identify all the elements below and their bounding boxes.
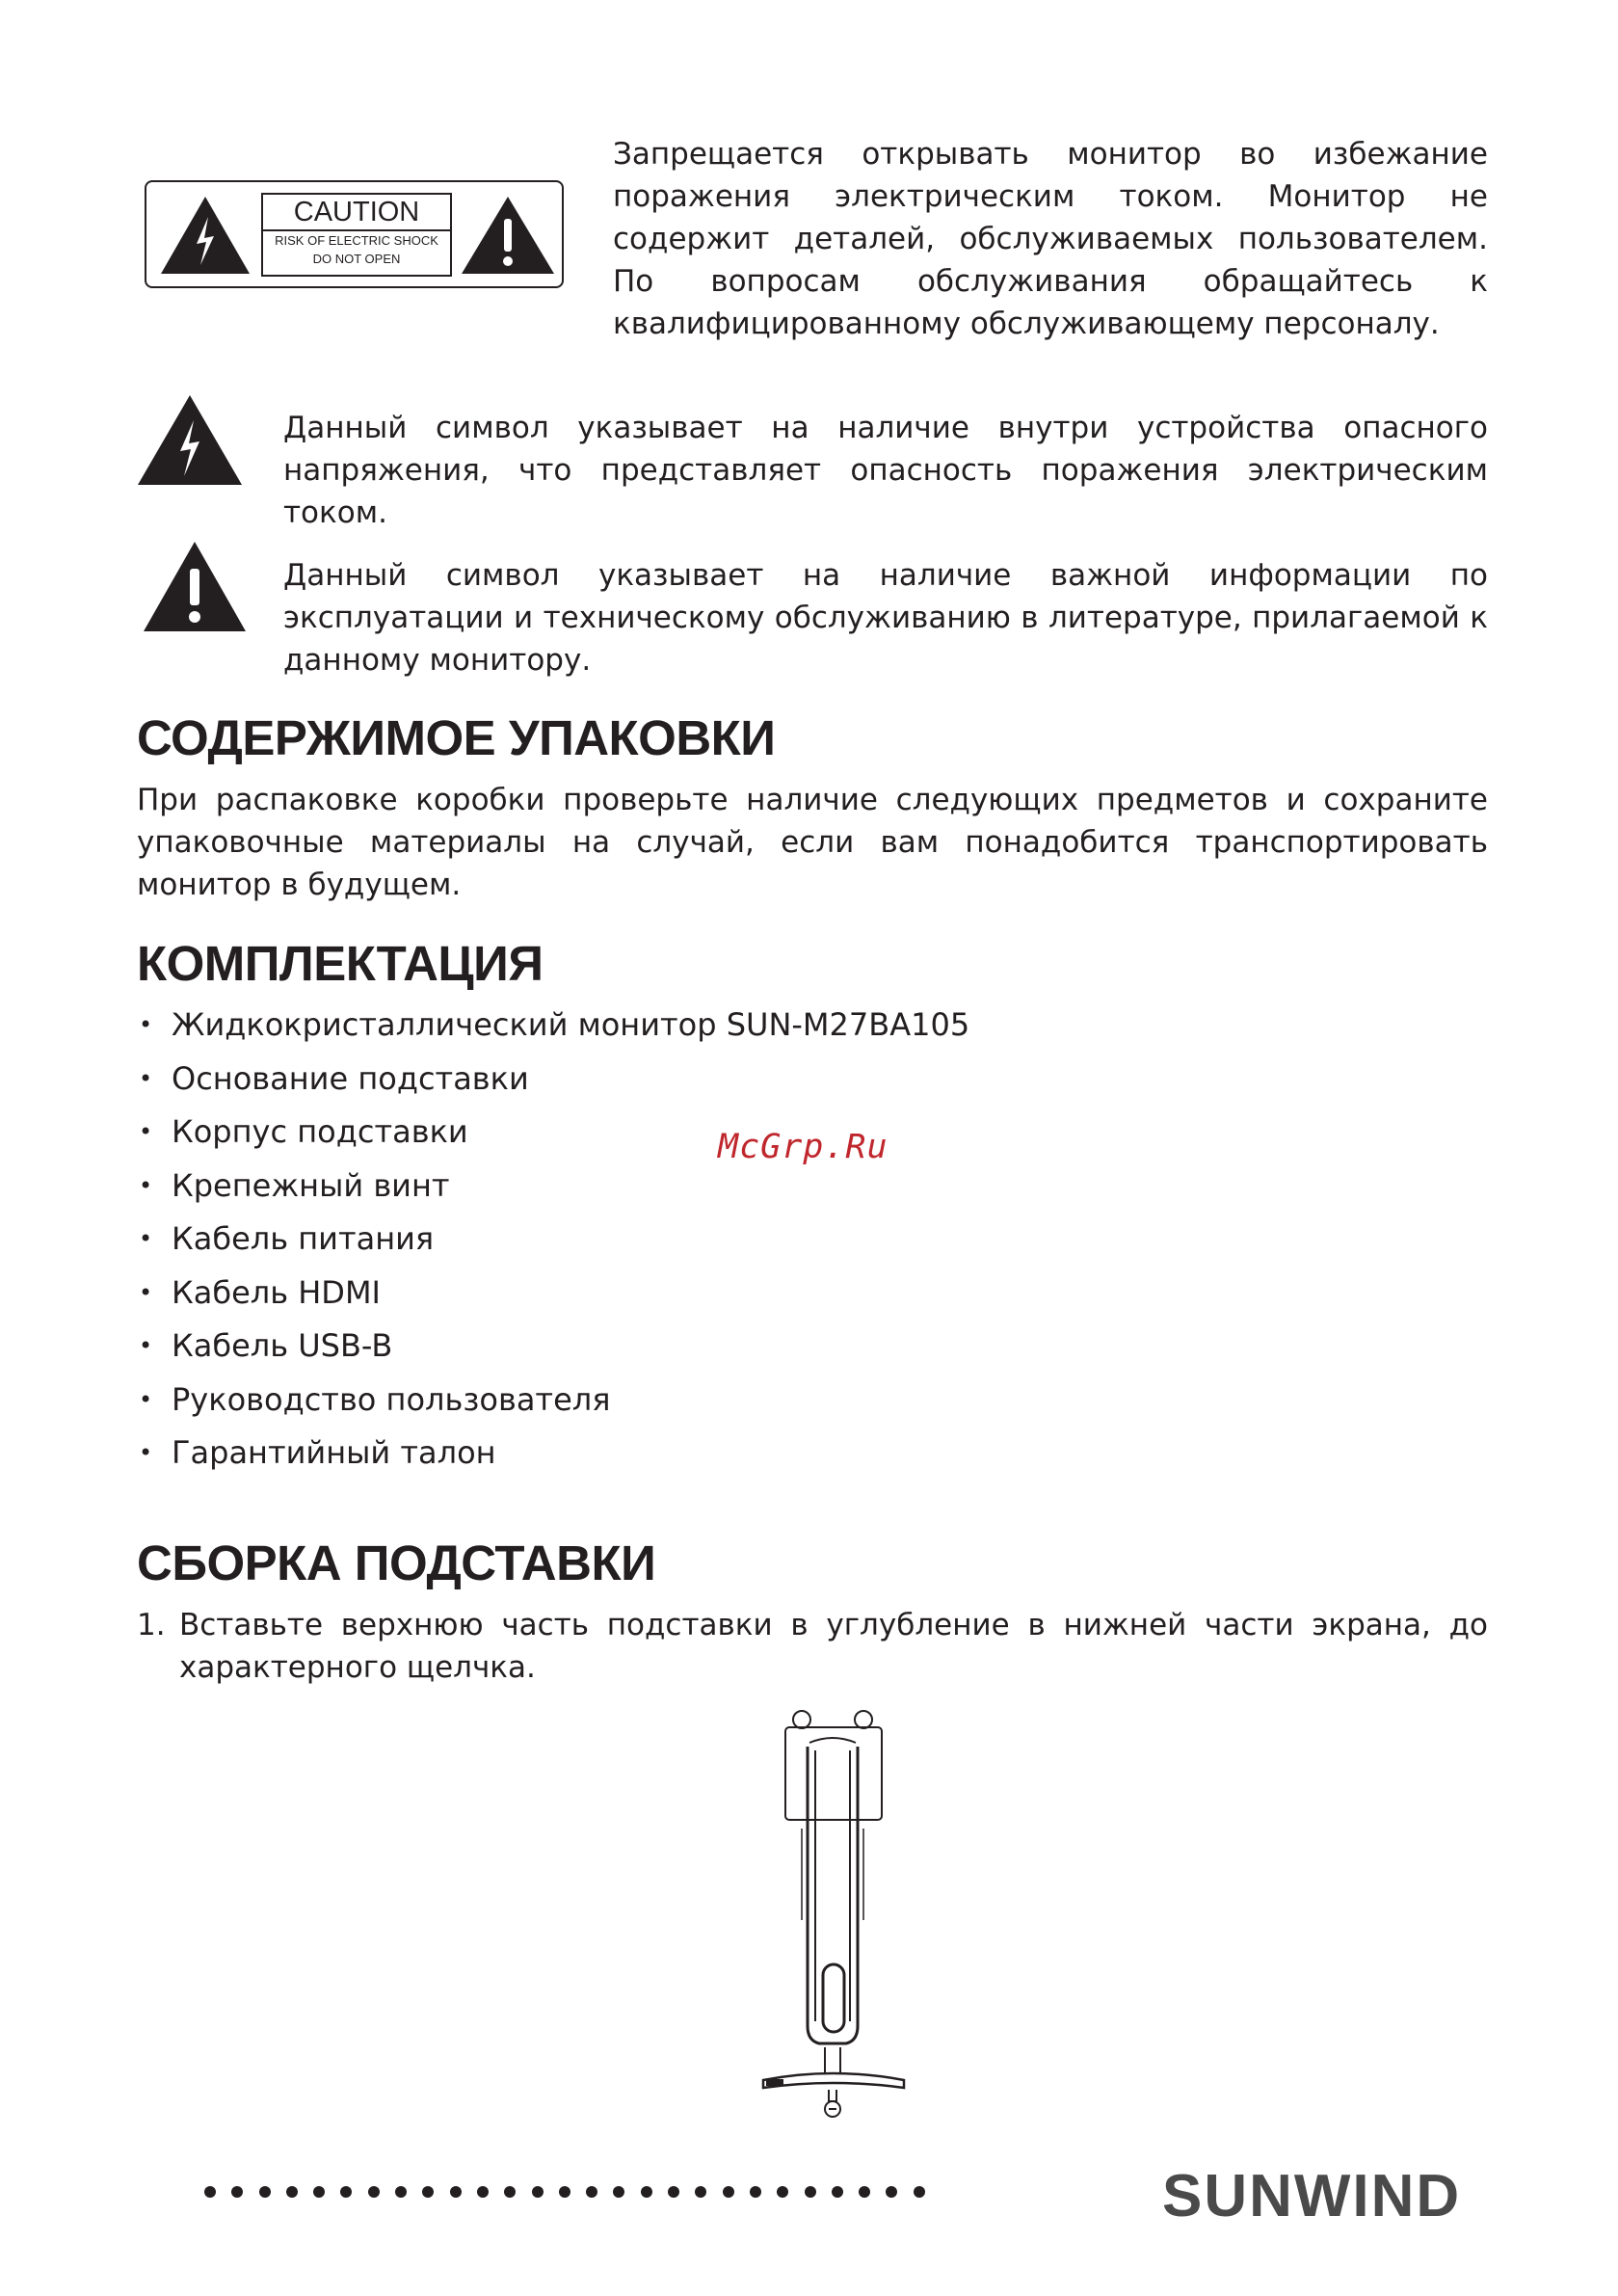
footer-dot: [204, 2186, 216, 2198]
footer-dot: [777, 2186, 788, 2198]
list-item: • Кабель питания: [139, 1213, 1102, 1267]
caution-line2: DO NOT OPEN: [312, 252, 401, 266]
list-item: • Основание подставки: [139, 1053, 1102, 1107]
footer-dot: [832, 2186, 843, 2198]
footer-dot: [395, 2186, 407, 2198]
footer-dot: [477, 2186, 489, 2198]
package-heading: СОДЕРЖИМОЕ УПАКОВКИ: [137, 710, 776, 765]
footer-dot: [586, 2186, 597, 2198]
footer-dot: [532, 2186, 544, 2198]
caution-line1: RISK OF ELECTRIC SHOCK: [275, 233, 438, 248]
footer-dot: [914, 2186, 925, 2198]
caution-description: Запрещается открывать монитор во избежание поражения электрическим током. Монитор не содержит деталей, обслуживаемых пользователем. По вопросам обслуживания обращайтесь к квалифицированному обслуживающему персоналу.: [613, 137, 1488, 341]
list-item: • Корпус подставки: [139, 1106, 1102, 1160]
symbol-description-info: Данный символ указывает на наличие важной информации по эксплуатации и техническому обслуживанию в литературе, прилагаемой к данному монитору.: [283, 558, 1488, 678]
list-item: • Руководство пользователя: [139, 1374, 1102, 1428]
stand-illustration: [732, 1708, 935, 2142]
footer-dot: [313, 2186, 325, 2198]
bullet-icon: •: [139, 1439, 153, 1466]
list-item: • Жидкокристаллический монитор SUN-M27BA105: [139, 999, 1102, 1053]
bullet-icon: •: [139, 1118, 153, 1145]
step-number: 1.: [137, 1608, 166, 1642]
package-description: При распаковке коробки проверьте наличие следующих предметов и сохраните упаковочные материалы на случай, если вам понадобится транспортировать монитор в будущем.: [137, 783, 1488, 902]
lightning-warning-icon: [158, 194, 252, 277]
footer-dot: [695, 2186, 706, 2198]
footer-dot: [450, 2186, 462, 2198]
footer-dot: [613, 2186, 624, 2198]
lightning-warning-icon: [135, 391, 245, 488]
footer-dot: [668, 2186, 679, 2198]
brand-logo: SUNWIND: [1162, 2163, 1462, 2229]
caution-title: CAUTION: [263, 195, 450, 231]
caution-text-block: [261, 193, 452, 277]
list-item: • Крепежный винт: [139, 1160, 1102, 1214]
footer-dot: [259, 2186, 271, 2198]
caution-label: [145, 180, 564, 288]
bullet-icon: •: [139, 1171, 153, 1199]
footer-dot: [641, 2186, 652, 2198]
bullet-icon: •: [139, 1332, 153, 1359]
contents-heading: КОМПЛЕКТАЦИЯ: [137, 936, 544, 991]
footer-dot: [886, 2186, 897, 2198]
bullet-icon: •: [139, 1225, 153, 1252]
footer-dot: [340, 2186, 352, 2198]
footer-dot: [422, 2186, 434, 2198]
footer-dot: [859, 2186, 870, 2198]
assembly-step: [137, 1604, 1488, 1689]
exclamation-warning-icon: [459, 194, 557, 277]
symbol-description-voltage: Данный символ указывает на наличие внутри устройства опасного напряжения, что представляет опасность поражения электрическим током.: [283, 411, 1488, 530]
footer-dot: [368, 2186, 380, 2198]
footer-dot: [723, 2186, 734, 2198]
footer-dot: [286, 2186, 298, 2198]
exclamation-warning-icon: [141, 538, 249, 634]
contents-list: [139, 999, 1102, 1481]
footer-dot: [504, 2186, 516, 2198]
bullet-icon: •: [139, 1278, 153, 1306]
footer-dot: [750, 2186, 761, 2198]
bullet-icon: •: [139, 1011, 153, 1038]
watermark: McGrp.Ru: [718, 1128, 889, 1166]
footer-dot: [231, 2186, 243, 2198]
footer-dot: [805, 2186, 816, 2198]
step-text: Вставьте верхнюю часть подставки в углубление в нижней части экрана, до характерного щелчка.: [179, 1608, 1488, 1685]
footer-dot-leader: [204, 2186, 941, 2205]
bullet-icon: •: [139, 1064, 153, 1092]
list-item: • Гарантийный талон: [139, 1427, 1102, 1481]
footer-dot: [559, 2186, 570, 2198]
list-item: • Кабель USB-B: [139, 1320, 1102, 1374]
list-item: • Кабель HDMI: [139, 1267, 1102, 1321]
assembly-heading: СБОРКА ПОДСТАВКИ: [137, 1535, 656, 1590]
bullet-icon: •: [139, 1385, 153, 1413]
